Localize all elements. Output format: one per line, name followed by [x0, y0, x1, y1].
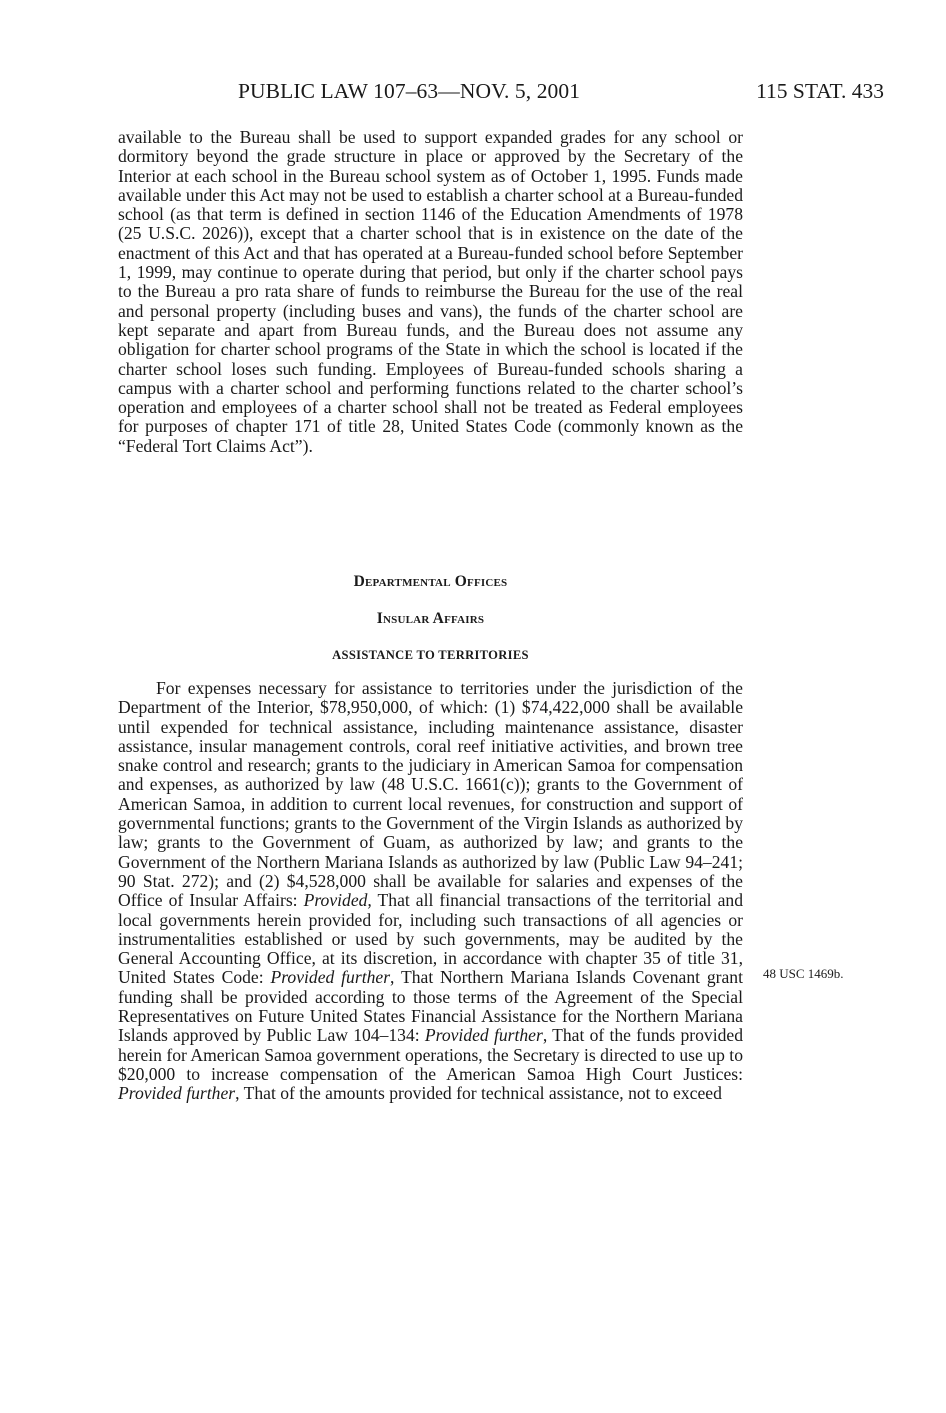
- continuation-paragraph: available to the Bureau shall be used to support expanded grades for any school or dormitory beyond the grade structure in place or approved by the Secretary of the Interior at each school in the Bureau school system as of October 1, 1995. Funds made available under this Act may not be used to establish a charter school at a Bureau-funded school (as that term is defined in section 1146 of the Education Amendments of 1978 (25 U.S.C. 2026)), except that a charter school that is in existence on the date of the enactment of this Act and that has operated at a Bureau-funded school before September 1, 1999, may continue to operate during that period, but only if the charter school pays to the Bureau a pro rata share of funds to reimburse the Bureau for the use of the real and personal property (including buses and vans), the funds of the charter school are kept separate and apart from Bureau funds, and the Bureau does not assume any obligation for charter school programs of the State in which the school is located if the charter school loses such funding. Employees of Bureau-funded schools sharing a campus with a charter school and performing functions related to the charter school’s operation and employees of a charter school shall not be treated as Federal employees for purposes of chapter 171 of title 28, United States Code (commonly known as the “Federal Tort Claims Act”).: [118, 127, 743, 456]
- stat-page-number: 115 STAT. 433: [756, 79, 884, 103]
- margin-citation-note: 48 USC 1469b.: [763, 966, 844, 981]
- appropriation-paragraph: [118, 679, 743, 1104]
- heading-assistance-to-territories: ASSISTANCE TO TERRITORIES: [332, 648, 529, 662]
- heading-departmental-offices: Departmental Offices: [353, 573, 508, 590]
- heading-insular-affairs: Insular Affairs: [376, 610, 485, 627]
- proviso-term: Provided further: [118, 1083, 236, 1104]
- proviso-term: Provided,: [303, 890, 372, 911]
- page-header: [238, 76, 884, 106]
- paragraph-text: , That of the amounts provided for technical assistance, not to exceed: [235, 1083, 722, 1104]
- paragraph-text: , That of the funds provided herein for American Samoa government operations, the Secretary is directed to use up to $20,000 to increase compensation of the American Samoa High Court Justices:: [118, 1025, 744, 1084]
- paragraph-text: For expenses necessary for assistance to territories under the jurisdiction of the Department of the Interior, $78,950,000, of which: (1) $74,422,000 shall be available until expended for technical assistance, including maintenance assistance, disaster assistance, insular management controls, coral reef initiative activities, and brown tree snake control and research; grants to the judiciary in American Samoa for compensation and expenses, as authorized by law (48 U.S.C. 1661(c)); grants to the Government of American Samoa, in addition to current local revenues, for construction and support of governmental functions; grants to the Government of the Virgin Islands as authorized by law; grants to the Government of Guam, as authorized by law; and grants to the Government of the Northern Mariana Islands as authorized by law (Public Law 94–241; 90 Stat. 272); and (2) $4,528,000 shall be available for salaries and expenses of the Office of Insular Affairs:: [118, 678, 743, 911]
- paragraph-text: , That Northern Mariana Islands Covenant grant funding shall be provided according to those terms of the Agreement of the Special Representatives on Future United States Financial Assistance for the Northern Mariana Islands approved by Public Law 104–134:: [118, 967, 743, 1046]
- proviso-term: Provided further: [270, 967, 391, 988]
- running-title: PUBLIC LAW 107–63—NOV. 5, 2001: [238, 79, 581, 103]
- proviso-term: Provided further: [424, 1025, 543, 1046]
- paragraph-text: That all financial transactions of the territorial and local governments herein provided for, including such transactions of all agencies or instrumentalities established or used by such governments, may be audited by the General Accounting Office, at its discretion, in accordance with chapter 35 of title 31, United States Code:: [118, 890, 743, 988]
